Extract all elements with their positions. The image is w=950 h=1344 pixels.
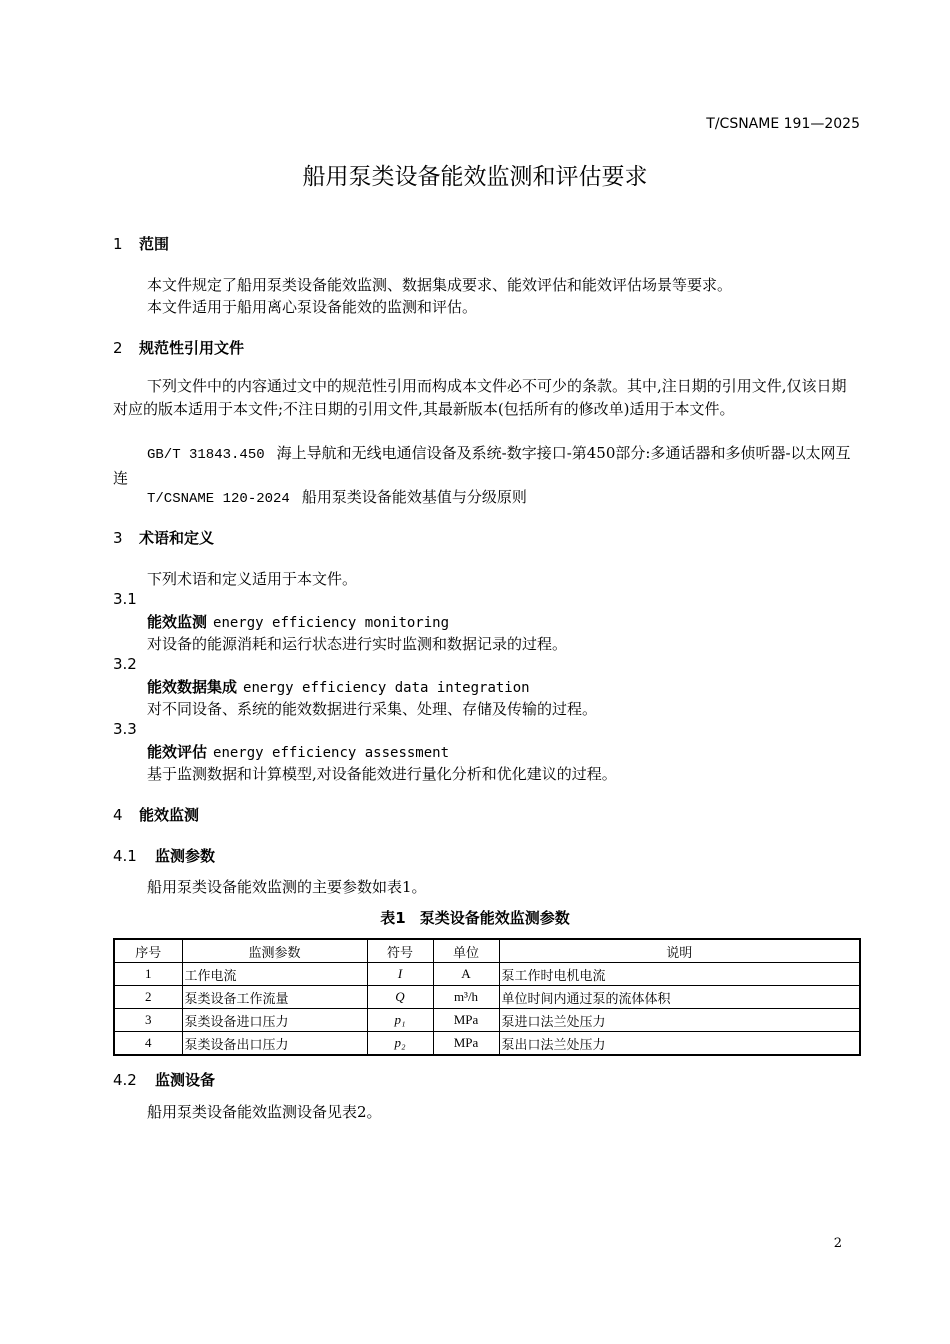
table-cell: 工作电流 <box>182 963 367 986</box>
table-row <box>114 1009 860 1032</box>
reference-code: T/CSNAME 120-2024 <box>147 491 290 507</box>
table-title: 泵类设备能效监测参数 <box>419 909 570 927</box>
table-cell: p₂ <box>367 1032 433 1056</box>
column-header: 单位 <box>433 939 499 963</box>
term-chinese: 能效监测 <box>147 613 208 631</box>
term-number: 3.3 <box>113 720 137 738</box>
section-number: 1 <box>113 235 123 253</box>
reference-title: 船用泵类设备能效基值与分级原则 <box>301 488 527 506</box>
section-title: 规范性引用文件 <box>139 339 245 357</box>
document-title: 船用泵类设备能效监测和评估要求 <box>302 164 648 190</box>
table-row <box>114 963 860 986</box>
term-definition: 对不同设备、系统的能效数据进行采集、处理、存储及传输的过程。 <box>147 700 598 718</box>
subsection-title: 监测参数 <box>155 847 216 865</box>
table-cell: m³/h <box>433 986 499 1009</box>
table-cell: p₁ <box>367 1009 433 1032</box>
subsection-4-2-heading <box>113 1069 215 1090</box>
table-cell: 3 <box>114 1009 182 1032</box>
monitoring-parameters-table <box>113 938 861 1056</box>
term-name <box>147 676 530 697</box>
section-number: 4 <box>113 806 123 824</box>
table-cell: Q <box>367 986 433 1009</box>
column-header: 监测参数 <box>182 939 367 963</box>
table-cell: 泵出口法兰处压力 <box>499 1032 860 1056</box>
table-cell: I <box>367 963 433 986</box>
table-row <box>114 986 860 1009</box>
term-chinese: 能效评估 <box>147 743 208 761</box>
term-english: energy efficiency monitoring <box>213 615 450 631</box>
paragraph: 本文件规定了船用泵类设备能效监测、数据集成要求、能效评估和能效评估场景等要求。 <box>147 276 733 294</box>
section-4-heading <box>113 804 199 825</box>
paragraph: 船用泵类设备能效监测的主要参数如表1。 <box>147 878 427 896</box>
table-cell: 4 <box>114 1032 182 1056</box>
table-cell: 2 <box>114 986 182 1009</box>
subsection-4-1-heading <box>113 845 215 866</box>
table-cell: 泵类设备进口压力 <box>182 1009 367 1032</box>
term-name <box>147 611 449 632</box>
section-title: 术语和定义 <box>139 529 215 547</box>
table-cell: 泵类设备工作流量 <box>182 986 367 1009</box>
term-number: 3.2 <box>113 655 137 673</box>
paragraph: 本文件适用于船用离心泵设备能效的监测和评估。 <box>147 298 478 316</box>
term-english: energy efficiency assessment <box>213 745 450 761</box>
table-caption <box>0 907 950 928</box>
table-cell: 泵进口法兰处压力 <box>499 1009 860 1032</box>
paragraph: 下列术语和定义适用于本文件。 <box>147 570 358 588</box>
term-number: 3.1 <box>113 590 137 608</box>
table-cell: A <box>433 963 499 986</box>
table-number: 表1 <box>380 909 406 927</box>
term-definition: 对设备的能源消耗和运行状态进行实时监测和数据记录的过程。 <box>147 635 568 653</box>
page-number: 2 <box>833 1236 842 1251</box>
term-definition: 基于监测数据和计算模型,对设备能效进行量化分析和优化建议的过程。 <box>147 765 617 783</box>
table-header-row <box>114 939 860 963</box>
paragraph: 船用泵类设备能效监测设备见表2。 <box>147 1103 382 1121</box>
table-row <box>114 1032 860 1056</box>
section-title: 能效监测 <box>139 806 200 824</box>
normative-reference <box>113 486 860 511</box>
table-cell: 单位时间内通过泵的流体体积 <box>499 986 860 1009</box>
column-header: 说明 <box>499 939 860 963</box>
subsection-number: 4.2 <box>113 1071 137 1089</box>
reference-code: GB/T 31843.450 <box>147 447 265 463</box>
table-cell: 泵类设备出口压力 <box>182 1032 367 1056</box>
table-cell: MPa <box>433 1032 499 1056</box>
section-number: 2 <box>113 339 123 357</box>
section-1-heading <box>113 233 169 254</box>
subsection-title: 监测设备 <box>155 1071 216 1089</box>
term-english: energy efficiency data integration <box>243 680 530 696</box>
table-cell: 1 <box>114 963 182 986</box>
paragraph: 下列文件中的内容通过文中的规范性引用而构成本文件必不可少的条款。其中,注日期的引用文件,仅该日期对应的版本适用于本文件;不注日期的引用文件,其最新版本(包括所有的修改单)适用于本文件。 <box>113 377 847 418</box>
section-number: 3 <box>113 529 123 547</box>
section-title: 范围 <box>139 235 170 253</box>
document-code: T/CSNAME 191—2025 <box>706 116 860 132</box>
subsection-number: 4.1 <box>113 847 137 865</box>
normative-reference <box>113 442 860 490</box>
term-chinese: 能效数据集成 <box>147 678 238 696</box>
term-name <box>147 741 449 762</box>
table-cell: 泵工作时电机电流 <box>499 963 860 986</box>
section-3-heading <box>113 527 214 548</box>
reference-title: 海上导航和无线电通信设备及系统-数字接口-第450部分:多通话器和多侦听器-以太网互连 <box>113 444 851 487</box>
column-header: 序号 <box>114 939 182 963</box>
section-2-heading <box>113 337 244 358</box>
table-cell: MPa <box>433 1009 499 1032</box>
column-header: 符号 <box>367 939 433 963</box>
